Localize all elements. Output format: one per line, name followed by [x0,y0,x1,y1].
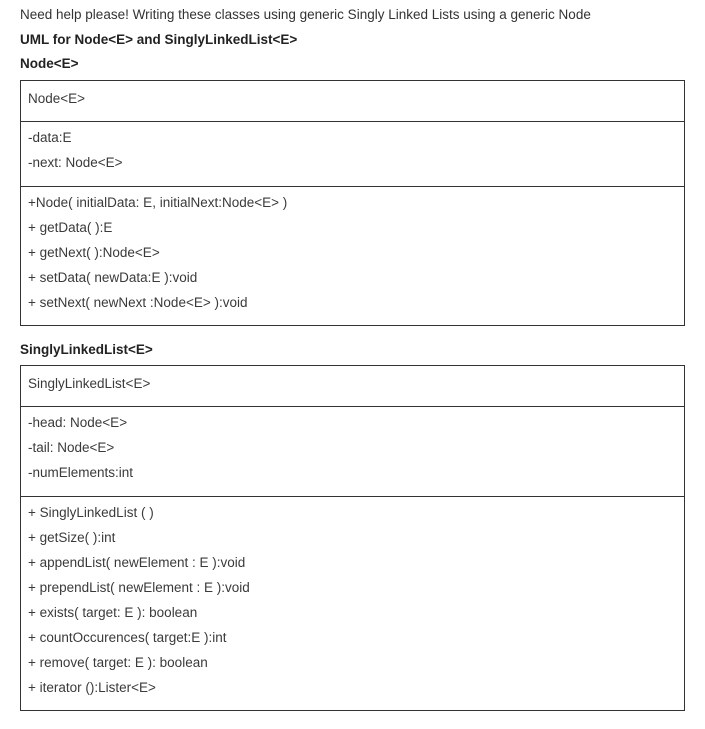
list-methods-section [21,496,684,710]
node-heading: Node<E> [20,56,79,71]
node-attribute: -data:E [28,130,72,145]
node-method: + getData( ):E [28,220,113,235]
list-uml-box [20,365,685,711]
node-method: + setNext( newNext :Node<E> ):void [28,295,248,310]
list-attribute: -tail: Node<E> [28,440,115,455]
node-attributes-section [21,121,684,186]
list-attributes-section [21,406,684,496]
list-class-name-section [21,366,684,406]
node-method: + getNext( ):Node<E> [28,245,160,260]
list-method: + exists( target: E ): boolean [28,605,198,620]
list-method: + SinglyLinkedList ( ) [28,505,154,520]
uml-heading: UML for Node<E> and SinglyLinkedList<E> [20,32,298,47]
node-uml-box [20,80,685,326]
list-heading: SinglyLinkedList<E> [20,342,153,357]
list-method: + iterator ():Lister<E> [28,680,156,695]
list-attribute: -head: Node<E> [28,415,128,430]
list-method: + prependList( newElement : E ):void [28,580,250,595]
intro-text: Need help please! Writing these classes using generic Singly Linked Lists using a generic Node [20,7,591,22]
node-methods-section [21,186,684,325]
node-attribute: -next: Node<E> [28,155,123,170]
list-class-name: SinglyLinkedList<E> [28,376,151,391]
node-class-name-section [21,81,684,121]
list-method: + appendList( newElement : E ):void [28,555,246,570]
list-attribute: -numElements:int [28,465,134,480]
node-method: + setData( newData:E ):void [28,270,198,285]
list-method: + getSize( ):int [28,530,116,545]
node-method: +Node( initialData: E, initialNext:Node<E> ) [28,195,288,210]
list-method: + remove( target: E ): boolean [28,655,208,670]
node-class-name: Node<E> [28,91,86,106]
list-method: + countOccurences( target:E ):int [28,630,227,645]
